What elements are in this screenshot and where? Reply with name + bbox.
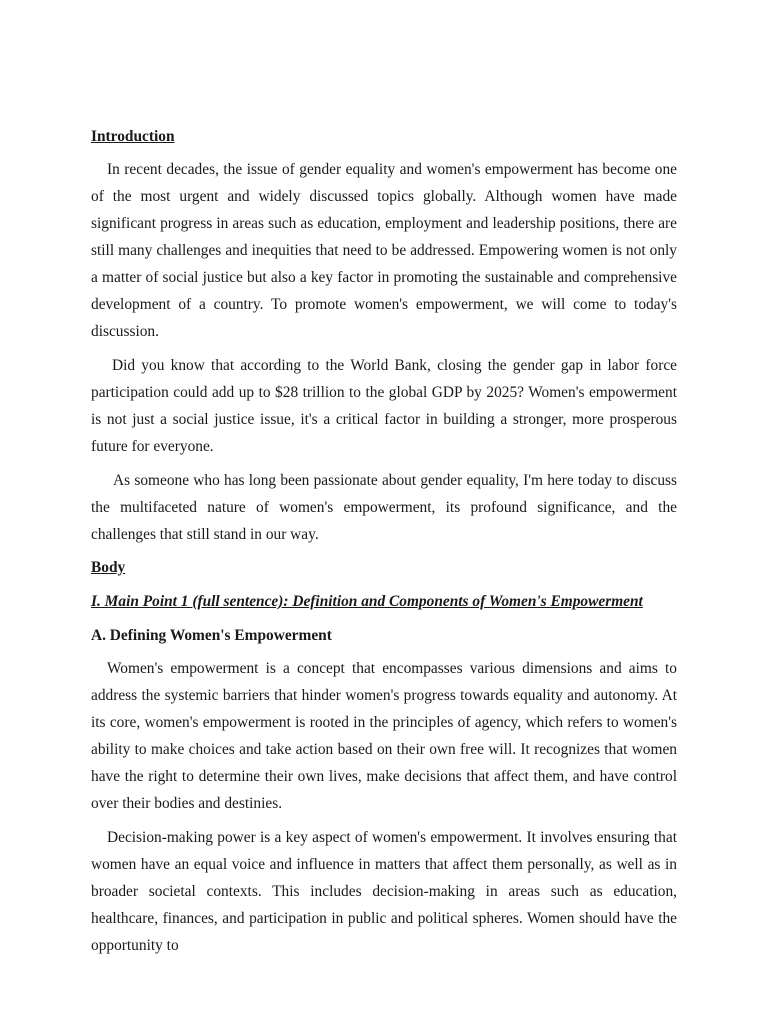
intro-paragraph-2: Did you know that according to the World Bank, closing the gender gap in labor force participation could add up to $28 trillion to the global GDP by 2025? Women's empowerment is not just a social justice issue, it's a critical factor in building a stronger, more prosperous future for everyone. [91,357,677,455]
body-paragraph-1: Women's empowerment is a concept that encompasses various dimensions and aims to address the systemic barriers that hinder women's progress towards equality and autonomy. At its core, women's empowerment is rooted in the principles of agency, which refers to women's ability to make choices and take action based on their own free will. It recognizes that women have the right to determine their own lives, make decisions that affect them, and have control over their bodies and destinies. [91,660,677,812]
document-page [91,124,677,966]
body-heading: Body [91,559,126,576]
introduction-heading: Introduction [91,128,175,145]
main-point-1-heading: I. Main Point 1 (full sentence): Definition and Components of Women's Empowerment [91,593,643,610]
body-paragraph-2: Decision-making power is a key aspect of women's empowerment. It involves ensuring that women have an equal voice and influence in matters that affect them personally, as well as in broader societal contexts. This includes decision-making in areas such as education, healthcare, finances, and participation in public and political spheres. Women should have the opportunity to [91,829,677,954]
subheading-a: A. Defining Women's Empowerment [91,627,332,644]
intro-paragraph-3: As someone who has long been passionate about gender equality, I'm here today to discuss the multifaceted nature of women's empowerment, its profound significance, and the challenges that still stand in our way. [91,472,677,543]
intro-paragraph-1: In recent decades, the issue of gender equality and women's empowerment has become one of the most urgent and widely discussed topics globally. Although women have made significant progress in areas such as education, employment and leadership positions, there are still many challenges and inequities that need to be addressed. Empowering women is not only a matter of social justice but also a key factor in promoting the sustainable and comprehensive development of a country. To promote women's empowerment, we will come to today's discussion. [91,161,677,340]
